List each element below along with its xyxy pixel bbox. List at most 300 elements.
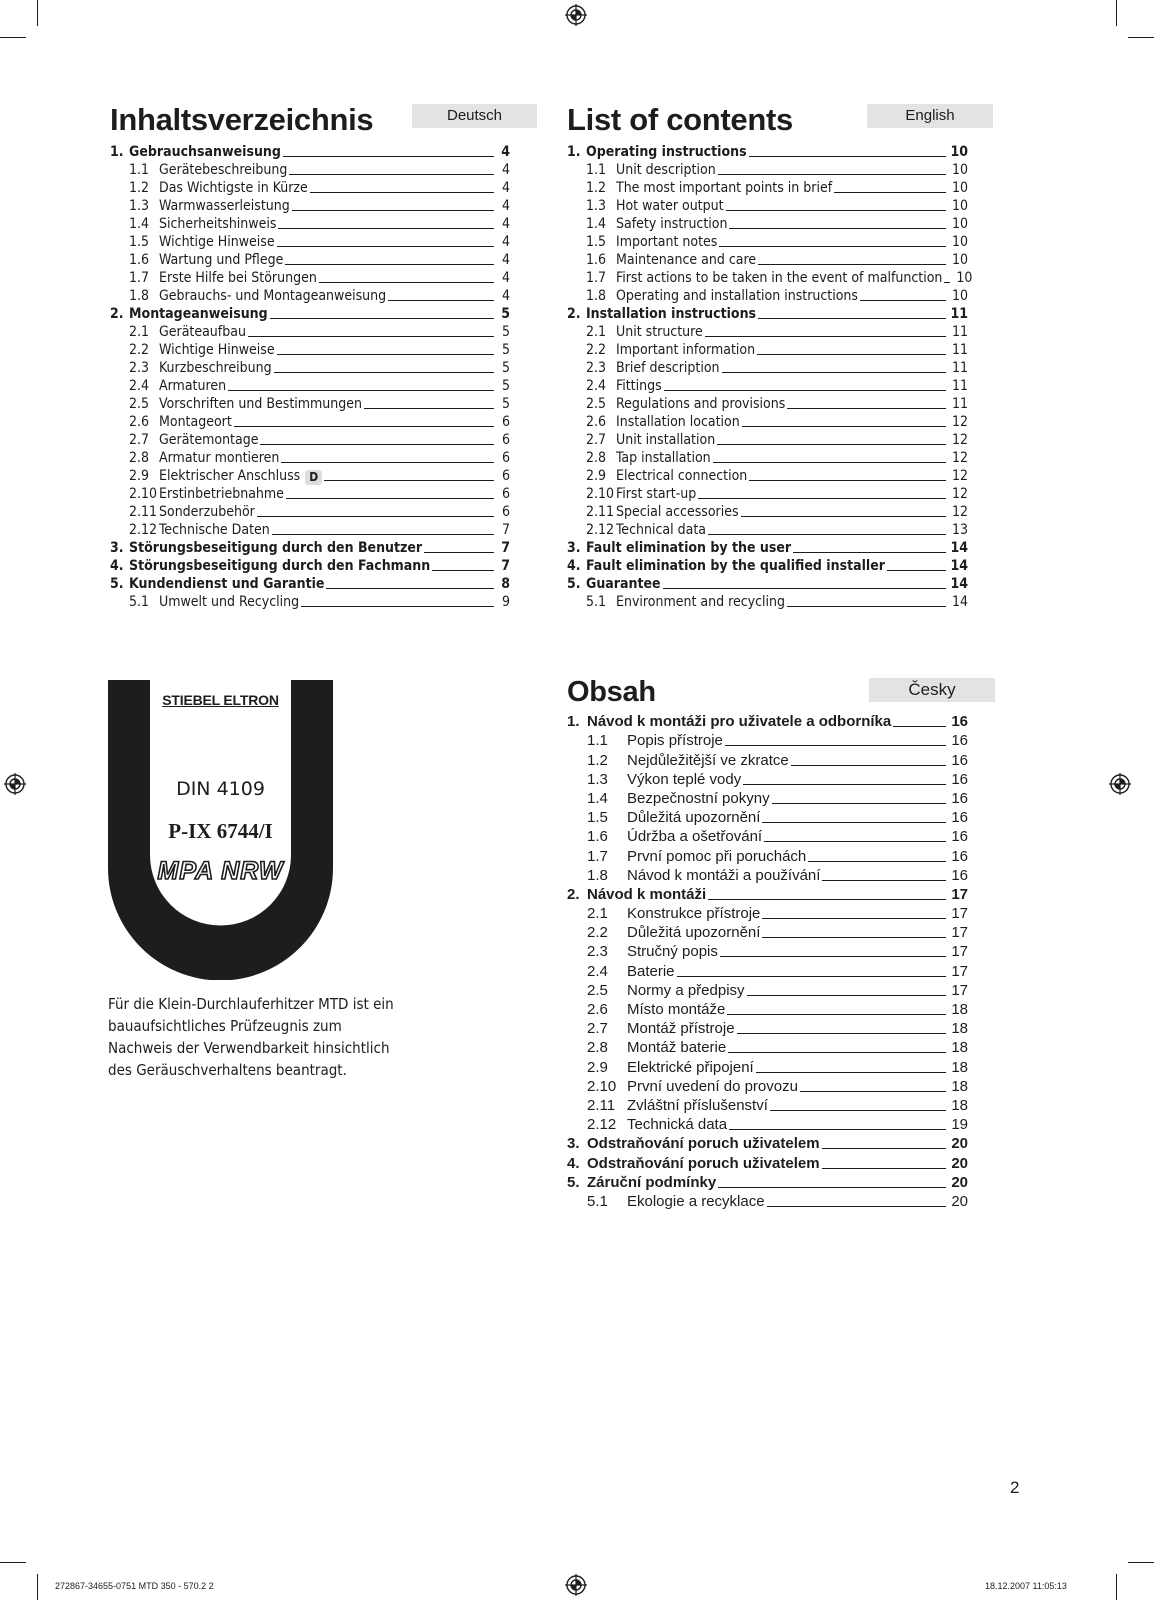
toc-entry-title: Gebrauchsanweisung <box>129 144 281 160</box>
toc-entry <box>567 1000 968 1019</box>
crop-mark-bottom-right-h <box>1128 1562 1154 1563</box>
toc-entry <box>567 269 973 287</box>
toc-entry <box>567 846 968 865</box>
toc-page-number: 10 <box>951 252 968 268</box>
toc-leader-line <box>822 880 946 881</box>
toc-entry-number: 2.7 <box>586 432 607 448</box>
toc-leader-line <box>944 282 950 283</box>
toc-page-number: 12 <box>951 414 968 430</box>
toc-page-number: 16 <box>951 828 968 846</box>
toc-page-number: 10 <box>951 216 968 232</box>
toc-page-number: 5 <box>501 396 510 412</box>
toc-leader-line <box>743 784 946 785</box>
toc-page-number: 4 <box>501 144 510 160</box>
toc-entry-number: 2.12 <box>586 522 615 538</box>
toc-leader-line <box>234 426 494 427</box>
toc-entry-title: Normy a předpisy <box>627 981 745 999</box>
toc-entry-number: 2.4 <box>129 378 150 394</box>
toc-leader-line <box>326 588 494 589</box>
toc-entry-title: Odstraňování poruch uživatelem <box>587 1135 820 1153</box>
toc-leader-line <box>822 1148 946 1149</box>
english-language-tag: English <box>867 104 993 128</box>
toc-page-number: 12 <box>951 504 968 520</box>
toc-chapter <box>567 1134 968 1153</box>
toc-page-number: 16 <box>951 732 968 750</box>
toc-leader-line <box>286 498 494 499</box>
toc-page-number: 10 <box>956 270 973 286</box>
toc-entry-number: 1.8 <box>586 288 607 304</box>
toc-chapter <box>567 712 968 731</box>
toc-leader-line <box>741 516 946 517</box>
toc-entry-number: 2. <box>567 306 581 322</box>
toc-leader-line <box>772 803 946 804</box>
toc-entry-number: 5. <box>110 576 124 592</box>
toc-entry <box>110 467 510 485</box>
toc-entry <box>567 161 968 179</box>
toc-entry-title: Installation instructions <box>586 306 757 322</box>
toc-leader-line <box>277 246 494 247</box>
toc-entry-title: Konstrukce přístroje <box>627 905 761 923</box>
toc-entry-title: Návod k montáži <box>587 885 707 903</box>
toc-entry-number: 2.8 <box>586 450 607 466</box>
toc-leader-line <box>893 726 946 727</box>
toc-entry-number: 2.10 <box>129 486 158 502</box>
registration-mark-icon <box>565 1574 587 1596</box>
toc-entry-title: Elektrické připojení <box>627 1058 754 1076</box>
toc-entry-number: 2.6 <box>586 414 607 430</box>
toc-page-number: 11 <box>951 396 968 412</box>
toc-page-number: 5 <box>501 306 510 322</box>
toc-leader-line <box>719 246 946 247</box>
toc-entry <box>567 287 968 305</box>
toc-entry <box>567 197 968 215</box>
toc-entry-number: 2.9 <box>129 468 150 484</box>
toc-entry-title: First start-up <box>616 486 697 502</box>
toc-entry-title: Guarantee <box>586 576 661 592</box>
toc-entry-title: První uvedení do provozu <box>627 1077 798 1095</box>
toc-leader-line <box>729 1129 946 1130</box>
toc-entry-title: Baterie <box>627 962 675 980</box>
toc-entry-number: 1.4 <box>587 789 608 807</box>
toc-entry <box>567 1038 968 1057</box>
english-toc-list <box>567 143 973 611</box>
toc-page-number: 16 <box>951 770 968 788</box>
toc-entry <box>567 770 968 789</box>
toc-chapter <box>567 1153 968 1172</box>
toc-entry-number: 2.1 <box>587 905 608 923</box>
toc-entry-title: Stručný popis <box>627 943 718 961</box>
toc-chapter <box>567 575 968 593</box>
toc-page-number: 10 <box>950 144 968 160</box>
toc-leader-line <box>257 516 494 517</box>
toc-page-number: 4 <box>501 252 510 268</box>
toc-entry <box>567 1057 968 1076</box>
toc-leader-line <box>808 861 946 862</box>
toc-entry-number: 1.2 <box>129 180 150 196</box>
toc-entry-number: 2.9 <box>587 1058 608 1076</box>
toc-page-number: 4 <box>501 162 510 178</box>
toc-entry-title: Installation location <box>616 414 740 430</box>
toc-entry <box>110 341 510 359</box>
toc-entry <box>567 789 968 808</box>
toc-leader-line <box>705 336 946 337</box>
toc-entry <box>567 521 968 539</box>
toc-entry-title: Odstraňování poruch uživatelem <box>587 1154 820 1172</box>
toc-entry-title: Regulations and provisions <box>616 396 786 412</box>
toc-entry-number: 1.4 <box>129 216 150 232</box>
certificate-number: P-IX 6744/I <box>168 819 273 843</box>
toc-entry-number: 3. <box>567 1135 580 1153</box>
toc-entry <box>567 1115 968 1134</box>
toc-page-number: 5 <box>501 324 510 340</box>
toc-page-number: 18 <box>951 1077 968 1095</box>
toc-page-number: 17 <box>951 981 968 999</box>
german-title: Inhaltsverzeichnis <box>110 102 374 137</box>
toc-page-number: 11 <box>951 342 968 358</box>
toc-leader-line <box>834 192 946 193</box>
toc-entry-number: 1.6 <box>129 252 150 268</box>
toc-chapter <box>567 557 968 575</box>
toc-entry-number: 2.3 <box>129 360 150 376</box>
toc-page-number: 16 <box>951 789 968 807</box>
toc-entry <box>567 827 968 846</box>
toc-entry-number: 1.4 <box>586 216 607 232</box>
toc-entry <box>567 866 968 885</box>
toc-entry-number: 1.3 <box>586 198 607 214</box>
toc-entry-title: Výkon teplé vody <box>627 770 742 788</box>
toc-leader-line <box>272 534 494 535</box>
toc-entry-title: Unit structure <box>616 324 703 340</box>
din-standard: DIN 4109 <box>176 778 265 800</box>
toc-entry-title: Brief description <box>616 360 720 376</box>
toc-entry-title: Technische Daten <box>159 522 270 538</box>
toc-leader-line <box>248 336 494 337</box>
toc-entry <box>567 1096 968 1115</box>
toc-page-number: 10 <box>951 198 968 214</box>
toc-entry-number: 1.6 <box>586 252 607 268</box>
toc-leader-line <box>364 408 494 409</box>
toc-entry-title: Ekologie a recyklace <box>627 1192 765 1210</box>
toc-page-number: 6 <box>501 504 510 520</box>
footer-timestamp: 18.12.2007 11:05:13 <box>985 1581 1067 1591</box>
toc-entry-title: Návod k montáži pro uživatele a odborníka <box>587 713 892 731</box>
toc-entry <box>110 431 510 449</box>
czech-contents <box>567 676 968 1211</box>
toc-page-number: 14 <box>950 576 968 592</box>
toc-page-number: 12 <box>951 486 968 502</box>
toc-entry-number: 2.8 <box>587 1039 608 1057</box>
toc-entry-title: Návod k montáži a používání <box>627 866 821 884</box>
toc-page-number: 16 <box>951 866 968 884</box>
toc-leader-line <box>764 841 946 842</box>
toc-leader-line <box>737 1033 946 1034</box>
toc-leader-line <box>283 156 494 157</box>
toc-entry <box>567 981 968 1000</box>
toc-chapter <box>567 539 968 557</box>
toc-leader-line <box>787 408 946 409</box>
toc-leader-line <box>278 228 494 229</box>
toc-entry-number: 3. <box>567 540 581 556</box>
toc-entry-title: Special accessories <box>616 504 739 520</box>
toc-page-number: 17 <box>951 924 968 942</box>
toc-chapter <box>567 885 968 904</box>
toc-entry-number: 2.5 <box>586 396 607 412</box>
toc-leader-line <box>860 300 946 301</box>
crop-mark-bottom-left-h <box>0 1562 26 1563</box>
toc-entry-title: Wichtige Hinweise <box>159 342 275 358</box>
toc-entry <box>567 942 968 961</box>
toc-page-number: 5 <box>501 378 510 394</box>
toc-page-number: 16 <box>951 847 968 865</box>
toc-page-number: 4 <box>501 234 510 250</box>
toc-entry <box>567 431 968 449</box>
toc-page-number: 16 <box>951 713 968 731</box>
toc-entry <box>567 593 968 611</box>
toc-page-number: 20 <box>951 1192 968 1210</box>
toc-entry-number: 1.5 <box>587 809 608 827</box>
toc-leader-line <box>708 534 946 535</box>
toc-entry-title: Montageanweisung <box>129 306 268 322</box>
toc-leader-line <box>285 264 494 265</box>
toc-page-number: 7 <box>501 558 510 574</box>
toc-page-number: 11 <box>951 324 968 340</box>
toc-entry-title: Vorschriften und Bestimmungen <box>159 396 363 412</box>
toc-leader-line <box>260 444 494 445</box>
toc-leader-line <box>663 588 946 589</box>
toc-page-number: 16 <box>951 809 968 827</box>
toc-entry-title: Wichtige Hinweise <box>159 234 275 250</box>
toc-page-number: 13 <box>951 522 968 538</box>
registration-mark-icon <box>4 773 26 795</box>
toc-leader-line <box>292 210 494 211</box>
toc-page-number: 20 <box>951 1135 968 1153</box>
toc-entry-title: Störungsbeseitigung durch den Benutzer <box>129 540 423 556</box>
toc-page-number: 12 <box>951 468 968 484</box>
toc-entry <box>110 449 510 467</box>
toc-chapter <box>110 305 510 323</box>
toc-entry-number: 2.1 <box>586 324 607 340</box>
toc-entry-number: 1.2 <box>587 751 608 769</box>
crop-mark-top-right-v <box>1116 0 1117 26</box>
toc-leader-line <box>822 1168 946 1169</box>
toc-entry <box>110 377 510 395</box>
toc-entry-title: Montáž přístroje <box>627 1020 735 1038</box>
toc-leader-line <box>762 822 946 823</box>
toc-entry <box>567 485 968 503</box>
toc-entry-number: 2.3 <box>587 943 608 961</box>
toc-leader-line <box>677 976 946 977</box>
toc-entry <box>110 215 510 233</box>
certification-logo <box>108 680 333 980</box>
toc-leader-line <box>720 956 946 957</box>
toc-page-number: 12 <box>951 432 968 448</box>
toc-entry <box>567 323 968 341</box>
toc-entry <box>567 1192 968 1211</box>
toc-entry-title: Důležitá upozornění <box>627 924 761 942</box>
registration-mark-icon <box>1109 773 1131 795</box>
toc-entry <box>567 377 968 395</box>
toc-page-number: 7 <box>501 540 510 556</box>
toc-entry-title: Armaturen <box>159 378 227 394</box>
toc-page-number: 5 <box>501 342 510 358</box>
toc-page-number: 7 <box>501 522 510 538</box>
toc-entry-title: Kundendienst und Garantie <box>129 576 325 592</box>
toc-entry <box>110 269 510 287</box>
toc-page-number: 10 <box>951 180 968 196</box>
toc-entry-title: Popis přístroje <box>627 732 723 750</box>
toc-entry-number: 1.2 <box>586 180 607 196</box>
toc-entry-number: 2.8 <box>129 450 150 466</box>
toc-entry-title: Sicherheitshinweis <box>159 216 277 232</box>
toc-entry <box>567 179 968 197</box>
toc-leader-line <box>388 300 494 301</box>
toc-leader-line <box>274 372 494 373</box>
toc-entry-number: 2.12 <box>129 522 158 538</box>
toc-entry-title: Erste Hilfe bei Störungen <box>159 270 317 286</box>
toc-page-number: 17 <box>951 962 968 980</box>
toc-entry-title: Das Wichtigste in Kürze <box>159 180 308 196</box>
toc-entry <box>110 251 510 269</box>
toc-leader-line <box>758 264 946 265</box>
toc-leader-line <box>722 372 946 373</box>
toc-entry-number: 2.1 <box>129 324 150 340</box>
toc-page-number: 14 <box>950 540 968 556</box>
toc-chapter <box>567 305 968 323</box>
english-title: List of contents <box>567 102 793 137</box>
czech-title: Obsah <box>567 676 656 708</box>
toc-entry-number: 2.7 <box>129 432 150 448</box>
toc-entry-number: 4. <box>110 558 124 574</box>
toc-entry-title: Technická data <box>627 1116 728 1134</box>
toc-entry-number: 2.11 <box>129 504 158 520</box>
toc-entry-number: 1.1 <box>586 162 607 178</box>
toc-page-number: 11 <box>950 306 968 322</box>
toc-page-number: 20 <box>951 1173 968 1191</box>
toc-entry-number: 5.1 <box>587 1192 608 1210</box>
toc-entry-number: 1.1 <box>129 162 150 178</box>
toc-entry-number: 2.3 <box>586 360 607 376</box>
toc-entry-number: 2.2 <box>586 342 607 358</box>
toc-page-number: 6 <box>501 468 510 484</box>
crop-mark-bottom-right-v <box>1116 1574 1117 1600</box>
brand-name: STIEBEL ELTRON <box>162 692 279 708</box>
toc-entry <box>110 161 510 179</box>
toc-entry-title: Fault elimination by the user <box>586 540 792 556</box>
toc-entry-number: 2.11 <box>586 504 615 520</box>
toc-page-number: 18 <box>951 1058 968 1076</box>
toc-page-number: 8 <box>501 576 510 592</box>
toc-page-number: 16 <box>951 751 968 769</box>
toc-entry-title: Störungsbeseitigung durch den Fachmann <box>129 558 431 574</box>
toc-page-number: 5 <box>501 360 510 376</box>
toc-entry-number: 1.8 <box>129 288 150 304</box>
toc-leader-line <box>887 570 946 571</box>
czech-toc-list <box>567 712 968 1211</box>
toc-page-number: 4 <box>501 270 510 286</box>
toc-entry-title: Fault elimination by the qualified installer <box>586 558 885 574</box>
toc-entry-number: 1.3 <box>129 198 150 214</box>
toc-entry-title: Gerätemontage <box>159 432 259 448</box>
toc-entry-title: Safety instruction <box>616 216 728 232</box>
toc-page-number: 4 <box>501 198 510 214</box>
toc-entry-title: Bezpečnostní pokyny <box>627 789 770 807</box>
toc-page-number: 10 <box>951 234 968 250</box>
toc-entry-title: Gerätebeschreibung <box>159 162 288 178</box>
toc-leader-line <box>727 1014 946 1015</box>
toc-page-number: 14 <box>950 558 968 574</box>
toc-entry-number: 1. <box>567 713 580 731</box>
toc-entry-number: 2.6 <box>587 1001 608 1018</box>
toc-entry-title: Záruční podmínky <box>587 1173 717 1191</box>
toc-page-number: 4 <box>501 180 510 196</box>
registration-mark-icon <box>565 4 587 26</box>
toc-entry-title: Technical data <box>616 522 706 538</box>
toc-entry <box>110 395 510 413</box>
german-heading-row <box>110 102 510 144</box>
toc-entry-number: 2.10 <box>586 486 615 502</box>
toc-leader-line <box>725 745 946 746</box>
toc-entry-title: Tap installation <box>616 450 711 466</box>
english-contents <box>567 102 973 611</box>
toc-entry <box>110 197 510 215</box>
toc-entry-number: 2.7 <box>587 1020 608 1038</box>
toc-entry-title: Operating and installation instructions <box>616 288 858 304</box>
toc-chapter <box>110 575 510 593</box>
toc-entry <box>567 923 968 942</box>
toc-entry <box>567 1077 968 1096</box>
toc-chapter <box>110 539 510 557</box>
toc-entry <box>567 233 968 251</box>
toc-chapter <box>567 1173 968 1192</box>
toc-entry-title: Důležitá upozornění <box>627 809 761 827</box>
toc-page-number: 6 <box>501 486 510 502</box>
toc-entry-title: Geräteaufbau <box>159 324 246 340</box>
toc-entry-number: 2.10 <box>587 1077 617 1095</box>
toc-leader-line <box>717 444 946 445</box>
toc-page-number: 9 <box>501 594 510 610</box>
toc-entry-number: 1.8 <box>587 866 608 884</box>
toc-entry-number: 2.2 <box>587 924 608 942</box>
toc-page-number: 20 <box>951 1154 968 1172</box>
toc-entry-number: 2.4 <box>587 962 608 980</box>
toc-entry-title: Electrical connection <box>616 468 748 484</box>
toc-entry <box>567 215 968 233</box>
toc-entry <box>567 341 968 359</box>
toc-leader-line <box>424 552 494 553</box>
toc-entry-title: Sonderzubehör <box>159 504 255 520</box>
toc-leader-line <box>324 480 494 481</box>
toc-entry-number: 1.3 <box>587 770 608 788</box>
toc-entry <box>567 395 968 413</box>
toc-entry-number: 2.4 <box>586 378 607 394</box>
toc-leader-line <box>787 606 946 607</box>
toc-entry <box>110 521 510 539</box>
toc-entry-number: 2. <box>110 306 124 322</box>
approval-note: Für die Klein-Durchlauferhitzer MTD ist ein bauaufsichtliches Prüfzeugnis zum Nachweis der Verwendbarkeit hinsichtlich des Geräuschverhaltens beantragt. <box>108 995 394 1079</box>
toc-entry-number: 2.9 <box>586 468 607 484</box>
toc-chapter <box>110 143 510 161</box>
toc-entry <box>110 233 510 251</box>
toc-entry-title: Important information <box>616 342 756 358</box>
toc-entry-title: Armatur montieren <box>159 450 280 466</box>
toc-entry-title: First actions to be taken in the event of malfunction <box>616 270 943 286</box>
toc-leader-line <box>713 462 946 463</box>
toc-leader-line <box>270 318 494 319</box>
toc-entry-number: 1. <box>110 144 124 160</box>
toc-page-number: 17 <box>951 885 968 903</box>
toc-leader-line <box>770 1110 946 1111</box>
toc-entry-number: 1.6 <box>587 828 608 846</box>
